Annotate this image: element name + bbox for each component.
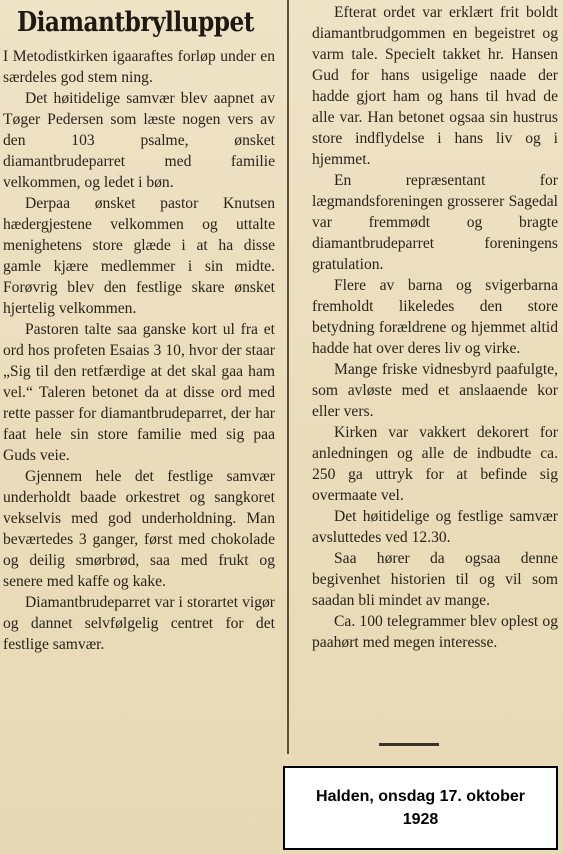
article-paragraph: En repræsentant for lægmandsforeningen grosserer Sagedal var fremmødt og bragte diamantbrudeparret foreningens gratulation. — [312, 172, 558, 273]
article-paragraph: Det høitidelige samvær blev aapnet av Tøger Pedersen som læste nogen vers av den 103 psalme, ønsket diamantbrudeparret med familie velkommen, og ledet i bøn. — [3, 90, 275, 191]
article-paragraph: Gjennem hele det festlige samvær underholdt baade orkestret og sangkoret vekselvis med god underholdning. Man beværtedes 3 ganger, først med chokolade og deilig smørbrød, saa med frukt og senere med kaffe og kake. — [3, 468, 275, 590]
article-paragraph: I Metodistkirken igaaraftes forløp under en særdeles god stem ning. — [3, 48, 275, 86]
article-paragraph: Pastoren talte saa ganske kort ul fra et ord hos profeten Esaias 3 10, hvor der staar „Sig til den retfærdige at det skal gaa ham vel.“ Taleren betonet da at disse ord med rette passer for diamantbrudeparret, der har faat hele sin store familie med sig paa Guds veie. — [3, 321, 275, 464]
article-paragraph: Flere av barna og svigerbarna fremholdt likeledes den store betydning forældrene og hjemmet altid hadde hat over deres liv og virke. — [312, 277, 558, 357]
date-caption-box — [283, 766, 558, 850]
caption-year-line: 1928 — [402, 811, 439, 828]
article-paragraph: Derpaa ønsket pastor Knutsen hædergjestene velkommen og uttalte menighetens store glæde i at ha disse gamle kjære medlemmer i sin midte. Forøvrig blev den festlige skare ønsket hjertelig velkommen. — [3, 195, 275, 317]
article-paragraph: Ca. 100 telegrammer blev oplest og paahørt med megen interesse. — [312, 613, 558, 651]
article-headline: Diamantbrylluppet — [17, 7, 254, 38]
article-paragraph: Kirken var vakkert dekorert for anledningen og alle de indbudte ca. 250 ga uttryk for at befinde sig overmaate vel. — [312, 424, 558, 504]
article-paragraph: Diamantbrudeparret var i storartet vigør og dannet selvfølgelig centret for det festlige samvær. — [3, 594, 275, 653]
column-divider — [287, 0, 289, 754]
caption-date-line: Halden, onsdag 17. oktober — [316, 788, 525, 805]
end-of-article-rule — [379, 743, 439, 746]
article-column-left — [3, 0, 275, 655]
article-paragraph: Det høitidelige og festlige samvær avsluttedes ved 12.30. — [312, 508, 558, 546]
article-column-right — [312, 2, 558, 653]
article-paragraph: Mange friske vidnesbyrd paafulgte, som avløste med et anslaaende kor eller vers. — [312, 361, 558, 420]
article-paragraph: Efterat ordet var erklært frit boldt diamantbrudgommen en begeistret og varm tale. Specielt takket hr. Hansen Gud for hans usigelige naade der hadde gjort ham og hans til hvad de alle var. Han betonet ogsaa sin hustrus store indflydelse i hans liv og i hjemmet. — [312, 4, 558, 168]
article-paragraph: Saa hører da ogsaa denne begivenhet historien til og vil som saadan bli mindet av mange. — [312, 550, 558, 609]
